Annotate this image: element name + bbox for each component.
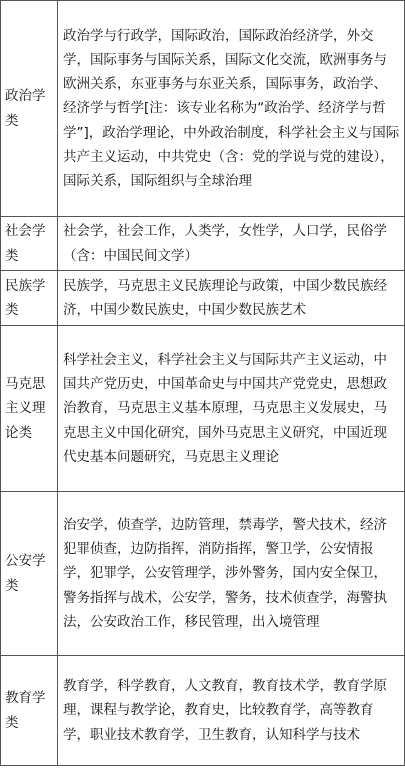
majors-cell: 民族学，马克思主义民族理论与政策，中国少数民族经济，中国少数民族史，中国少数民族艺术 bbox=[58, 271, 405, 326]
majors-cell: 政治学与行政学，国际政治，国际政治经济学，外交学，国际事务与国际关系，国际文化交流，欧洲事务与欧洲关系，东亚事务与东亚关系，国际事务，政治学、经济学与哲学[注：该专业名称为“政治学、经济学与哲学”]，政治学理论，中外政治制度，科学社会主义与国际共产主义运动，中共党史（含：党的学说与党的建设），国际关系，国际组织与全球治理 bbox=[58, 1, 405, 217]
table-row bbox=[1, 1, 405, 217]
majors-cell: 治安学，侦查学，边防管理，禁毒学，警犬技术，经济犯罪侦查，边防指挥，消防指挥，警卫学，公安情报学，犯罪学，公安管理学，涉外警务，国内安全保卫，警务指挥与战术，公安学，警务，技术侦查学，海警执法，公安政治工作，移民管理，出入境管理 bbox=[58, 492, 405, 656]
table-row bbox=[1, 217, 405, 271]
table-row bbox=[1, 271, 405, 326]
category-cell: 社会学类 bbox=[1, 217, 58, 271]
table-row bbox=[1, 326, 405, 492]
table-row bbox=[1, 656, 405, 766]
table-row bbox=[1, 492, 405, 656]
category-cell: 马克思主义理论类 bbox=[1, 326, 58, 492]
table-continuation-edge bbox=[0, 765, 405, 770]
majors-cell: 科学社会主义，科学社会主义与国际共产主义运动，中国共产党历史，中国革命史与中国共产党党史，思想政治教育，马克思主义基本原理，马克思主义发展史，马克思主义中国化研究，国外马克思主义研究，中国近现代史基本问题研究，马克思主义理论 bbox=[58, 326, 405, 492]
majors-cell: 社会学，社会工作，人类学，女性学，人口学，民俗学（含：中国民间文学） bbox=[58, 217, 405, 271]
category-cell: 民族学类 bbox=[1, 271, 58, 326]
category-cell: 教育学类 bbox=[1, 656, 58, 766]
category-cell: 政治学类 bbox=[1, 1, 58, 217]
category-cell: 公安学类 bbox=[1, 492, 58, 656]
majors-cell: 教育学，科学教育，人文教育，教育技术学，教育学原理，课程与教学论，教育史，比较教育学，高等教育学，职业技术教育学，卫生教育，认知科学与技术 bbox=[58, 656, 405, 766]
